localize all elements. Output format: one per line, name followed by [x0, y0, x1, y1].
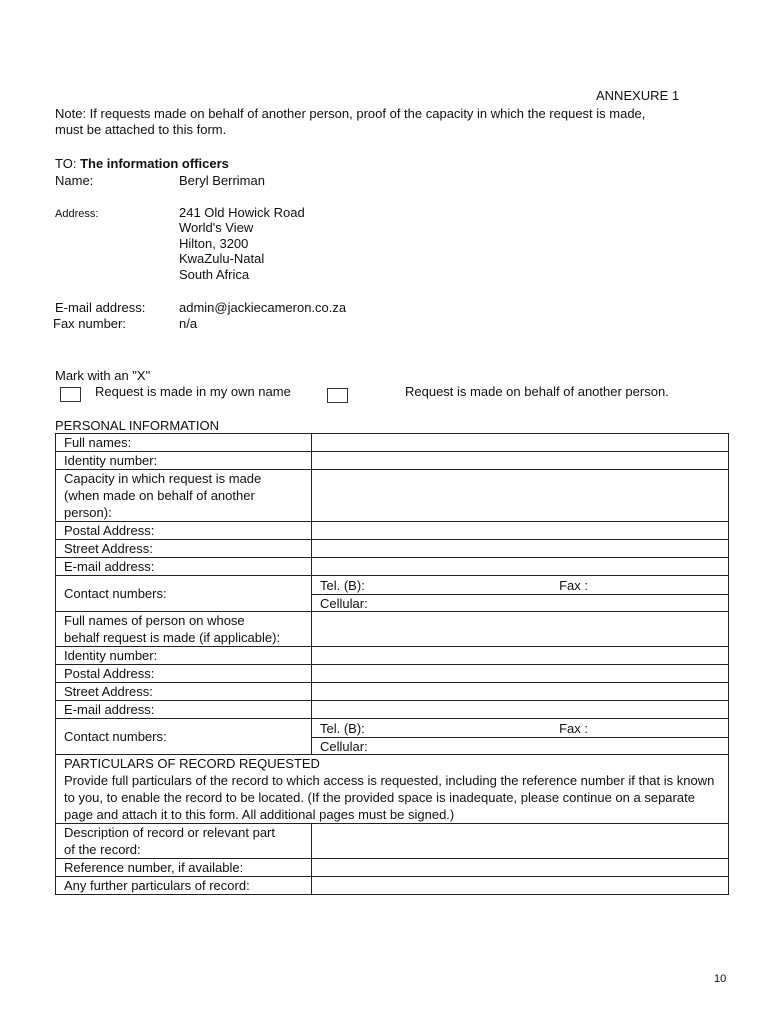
table-row — [56, 522, 729, 540]
fax-label: Fax number: — [53, 316, 126, 331]
personal-info-table — [55, 433, 729, 895]
street-address-field[interactable] — [312, 540, 729, 558]
table-row — [56, 434, 729, 452]
full-names-field[interactable] — [312, 434, 729, 452]
description-line: Description of record or relevant part — [64, 825, 275, 840]
reference-label: Reference number, if available: — [56, 859, 312, 877]
full-names-label: Full names: — [56, 434, 312, 452]
contact-numbers-cell — [312, 576, 729, 612]
address-line: World's View — [179, 220, 254, 235]
tel-label: Tel. (B): — [320, 720, 365, 736]
email-address-label: E-mail address: — [56, 701, 312, 719]
table-row — [56, 683, 729, 701]
address-line: KwaZulu-Natal — [179, 251, 265, 266]
table-row — [56, 540, 729, 558]
street-address-label: Street Address: — [56, 683, 312, 701]
to-heading-text: The information officers — [80, 156, 229, 171]
name-value: Beryl Berriman — [179, 173, 265, 188]
postal-address-field[interactable] — [312, 665, 729, 683]
particulars-block — [56, 755, 729, 824]
behalf-names-label — [56, 612, 312, 647]
email-address-label: E-mail address: — [56, 558, 312, 576]
description-label — [56, 824, 312, 859]
postal-address-field[interactable] — [312, 522, 729, 540]
cellular-line[interactable] — [312, 594, 728, 611]
own-name-checkbox[interactable] — [60, 387, 81, 402]
fax-cell-label: Fax : — [559, 720, 588, 736]
contact-numbers-label: Contact numbers: — [56, 719, 312, 755]
fax-value: n/a — [179, 316, 198, 331]
description-field[interactable] — [312, 824, 729, 859]
identity-field[interactable] — [312, 647, 729, 665]
particulars-text: Provide full particulars of the record to which access is requested, including the reference number if that is known to you, to enable the record to be located. (If the provided space is inadequate, please continue on a separate page and attach it to this form. All additional pages must be signed.) — [64, 773, 715, 822]
table-row — [56, 576, 729, 612]
postal-address-label: Postal Address: — [56, 665, 312, 683]
to-heading — [55, 156, 229, 172]
personal-info-title: PERSONAL INFORMATION — [55, 418, 219, 433]
fax-cell-label: Fax : — [559, 577, 588, 593]
table-row — [56, 612, 729, 647]
street-address-field[interactable] — [312, 683, 729, 701]
note-line-2: must be attached to this form. — [55, 122, 227, 137]
email-value: admin@jackiecameron.co.za — [179, 300, 347, 315]
behalf-label: Request is made on behalf of another person. — [405, 384, 669, 399]
address-line: 241 Old Howick Road — [179, 205, 305, 220]
address-line: Hilton, 3200 — [179, 236, 249, 251]
table-row — [56, 701, 729, 719]
tel-fax-line[interactable] — [312, 720, 728, 737]
further-particulars-label: Any further particulars of record: — [56, 877, 312, 895]
contact-numbers-cell — [312, 719, 729, 755]
behalf-line: Full names of person on whose — [64, 613, 245, 628]
table-row — [56, 665, 729, 683]
table-row — [56, 647, 729, 665]
identity-label: Identity number: — [56, 452, 312, 470]
particulars-title: PARTICULARS OF RECORD REQUESTED — [64, 756, 320, 771]
email-address-field[interactable] — [312, 558, 729, 576]
capacity-field[interactable] — [312, 470, 729, 522]
table-row — [56, 755, 729, 824]
address-label: Address: — [55, 208, 99, 220]
tel-label: Tel. (B): — [320, 577, 365, 593]
table-row — [56, 558, 729, 576]
tel-fax-line[interactable] — [312, 577, 728, 594]
table-row — [56, 719, 729, 755]
cellular-label: Cellular: — [320, 738, 368, 754]
table-row — [56, 859, 729, 877]
description-line: of the record: — [64, 842, 141, 857]
page-number: 10 — [714, 973, 727, 985]
capacity-label — [56, 470, 312, 522]
own-name-label: Request is made in my own name — [95, 384, 291, 399]
identity-field[interactable] — [312, 452, 729, 470]
email-label: E-mail address: — [55, 300, 146, 315]
annexure-label: ANNEXURE 1 — [596, 88, 680, 103]
capacity-line: Capacity in which request is made — [64, 471, 262, 486]
table-row — [56, 452, 729, 470]
behalf-names-field[interactable] — [312, 612, 729, 647]
contact-numbers-label: Contact numbers: — [56, 576, 312, 612]
note-line-1: Note: If requests made on behalf of another person, proof of the capacity in which the request is made, — [55, 106, 646, 121]
capacity-line: person): — [64, 505, 112, 520]
further-particulars-field[interactable] — [312, 877, 729, 895]
address-line: South Africa — [179, 267, 250, 282]
reference-field[interactable] — [312, 859, 729, 877]
table-row — [56, 877, 729, 895]
cellular-line[interactable] — [312, 737, 728, 754]
name-label: Name: — [55, 173, 94, 188]
behalf-line: behalf request is made (if applicable): — [64, 630, 281, 645]
postal-address-label: Postal Address: — [56, 522, 312, 540]
behalf-checkbox[interactable] — [327, 388, 348, 403]
table-row — [56, 470, 729, 522]
cellular-label: Cellular: — [320, 595, 368, 611]
mark-instruction: Mark with an "X" — [55, 368, 151, 383]
email-address-field[interactable] — [312, 701, 729, 719]
to-prefix: TO: — [55, 156, 77, 171]
street-address-label: Street Address: — [56, 540, 312, 558]
capacity-line: (when made on behalf of another — [64, 488, 255, 503]
identity-label: Identity number: — [56, 647, 312, 665]
table-row — [56, 824, 729, 859]
